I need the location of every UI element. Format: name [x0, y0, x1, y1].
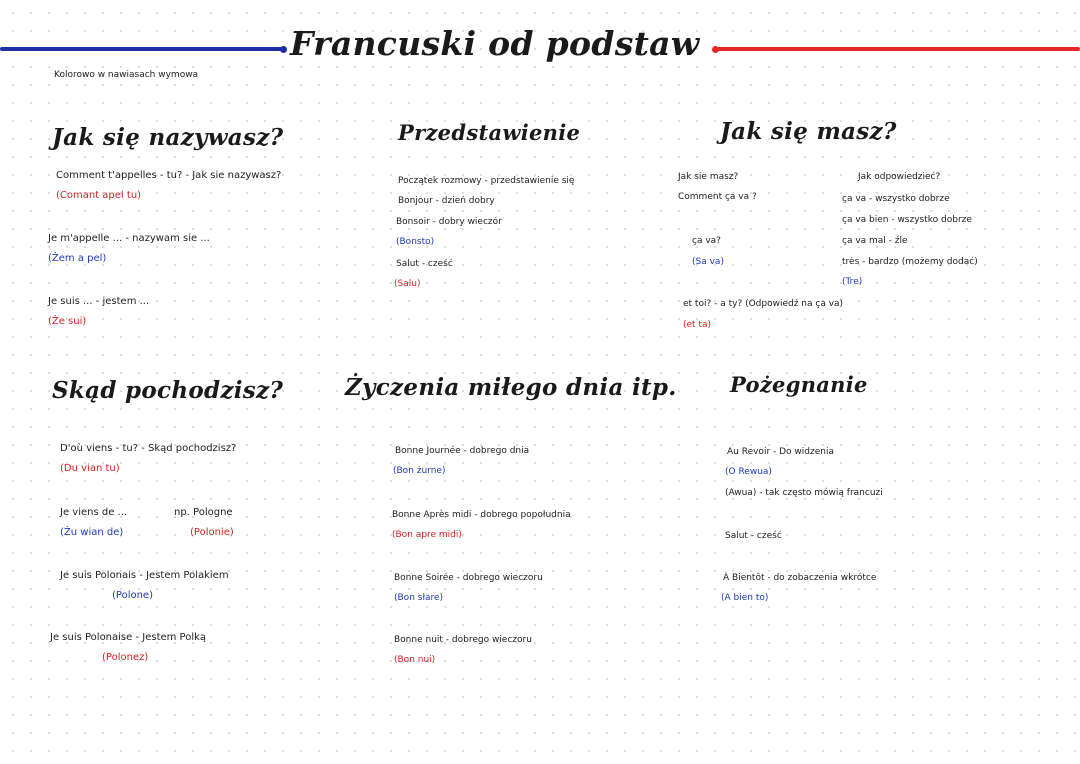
masz-line: et toi? - a ty? (Odpowiedź na ça va) — [683, 299, 844, 309]
masz-answer: très - bardzo (możemy dodać) — [842, 257, 978, 267]
zyczenia-pronunciation: (Bon żurne) — [393, 466, 446, 476]
pozegnanie-pronunciation: (A bien to) — [721, 593, 769, 603]
nazywasz-pronunciation: (Że sui) — [48, 316, 87, 327]
zyczenia-line: Bonne Soirée - dobrego wieczoru — [394, 573, 543, 583]
masz-answer: ça va mal - źle — [842, 236, 908, 246]
zyczenia-line: Bonne Journée - dobrego dnia — [395, 446, 530, 456]
zyczenia-pronunciation: (Bon nui) — [394, 655, 436, 665]
pochodzisz-line: D'où viens - tu? - Skąd pochodzisz? — [60, 443, 237, 454]
pronunciation-note: Kolorowo w nawiasach wymowa — [54, 70, 199, 80]
heading-przedstawienie: Przedstawienie — [398, 120, 581, 145]
przedstawienie-line: Bonjour - dzień dobry — [398, 196, 495, 206]
masz-line: ça va? — [692, 236, 721, 246]
zyczenia-line: Bonne Après midi - dobrego popołudnia — [392, 510, 571, 520]
masz-pronunciation: (et ta) — [683, 320, 711, 330]
przedstawienie-pronunciation: (Salu) — [394, 279, 421, 289]
przedstawienie-line: Bonsoir - dobry wieczór — [396, 217, 502, 227]
header-dot-blue — [280, 46, 287, 53]
heading-masz: Jak się masz? — [720, 118, 897, 145]
zyczenia-pronunciation: (Bon apre midi) — [392, 530, 462, 540]
pochodzisz-pronunciation: (Polonie) — [190, 527, 234, 538]
masz-pronunciation: (Sa va) — [692, 257, 724, 267]
pozegnanie-line: À Bientôt - do zobaczenia wkrótce — [723, 573, 877, 583]
masz-answer: ça va - wszystko dobrze — [842, 194, 950, 204]
zyczenia-line: Bonne nuit - dobrego wieczoru — [394, 635, 532, 645]
przedstawienie-pronunciation: (Bonsto) — [396, 237, 435, 247]
nazywasz-line: Comment t'appelles - tu? - Jak sie nazywasz? — [56, 170, 282, 181]
pozegnanie-line: Au Revoir - Do widzenia — [727, 447, 834, 457]
masz-pronunciation: (Tre) — [842, 277, 863, 287]
zyczenia-pronunciation: (Bon słare) — [394, 593, 444, 603]
pochodzisz-pronunciation: (Polonez) — [102, 652, 149, 663]
pochodzisz-pronunciation: (Żu wian de) — [60, 527, 124, 538]
pochodzisz-line: Je viens de ... — [60, 507, 128, 518]
header-line-blue — [0, 47, 282, 51]
pozegnanie-line: Salut - cześć — [725, 531, 782, 541]
pochodzisz-example: np. Pologne — [174, 507, 233, 518]
pozegnanie-line: (Awua) - tak często mówią francuzi — [725, 488, 883, 498]
pochodzisz-line: Je suis Polonais - Jestem Polakiem — [60, 570, 229, 581]
heading-pozegnanie: Pożegnanie — [730, 372, 868, 397]
masz-answer: ça va bien - wszystko dobrze — [842, 215, 972, 225]
pochodzisz-line: Je suis Polonaise - Jestem Polką — [50, 632, 207, 643]
przedstawienie-line: Salut - cześć — [396, 259, 453, 269]
masz-line: Comment ça va ? — [678, 192, 757, 202]
pochodzisz-pronunciation: (Polone) — [112, 590, 153, 601]
heading-zyczenia: Życzenia miłego dnia itp. — [345, 374, 677, 401]
pochodzisz-pronunciation: (Du vian tu) — [60, 463, 120, 474]
pozegnanie-pronunciation: (O Rewua) — [725, 467, 772, 477]
nazywasz-pronunciation: (Comant apel tu) — [56, 190, 142, 201]
page-title: Francuski od podstaw — [290, 24, 700, 63]
nazywasz-line: Je m'appelle ... - nazywam sie ... — [48, 233, 210, 244]
przedstawienie-line: Początek rozmowy - przedstawienie się — [398, 176, 575, 186]
heading-pochodzisz: Skąd pochodzisz? — [52, 377, 284, 404]
masz-line: Jak sie masz? — [678, 172, 739, 182]
nazywasz-pronunciation: (Żem a pel) — [48, 253, 107, 264]
nazywasz-line: Je suis ... - jestem ... — [48, 296, 150, 307]
header-line-red — [716, 47, 1080, 51]
header-dot-red — [712, 46, 719, 53]
masz-answer-heading: Jak odpowiedzieć? — [858, 172, 941, 182]
heading-nazywasz: Jak się nazywasz? — [52, 124, 284, 151]
